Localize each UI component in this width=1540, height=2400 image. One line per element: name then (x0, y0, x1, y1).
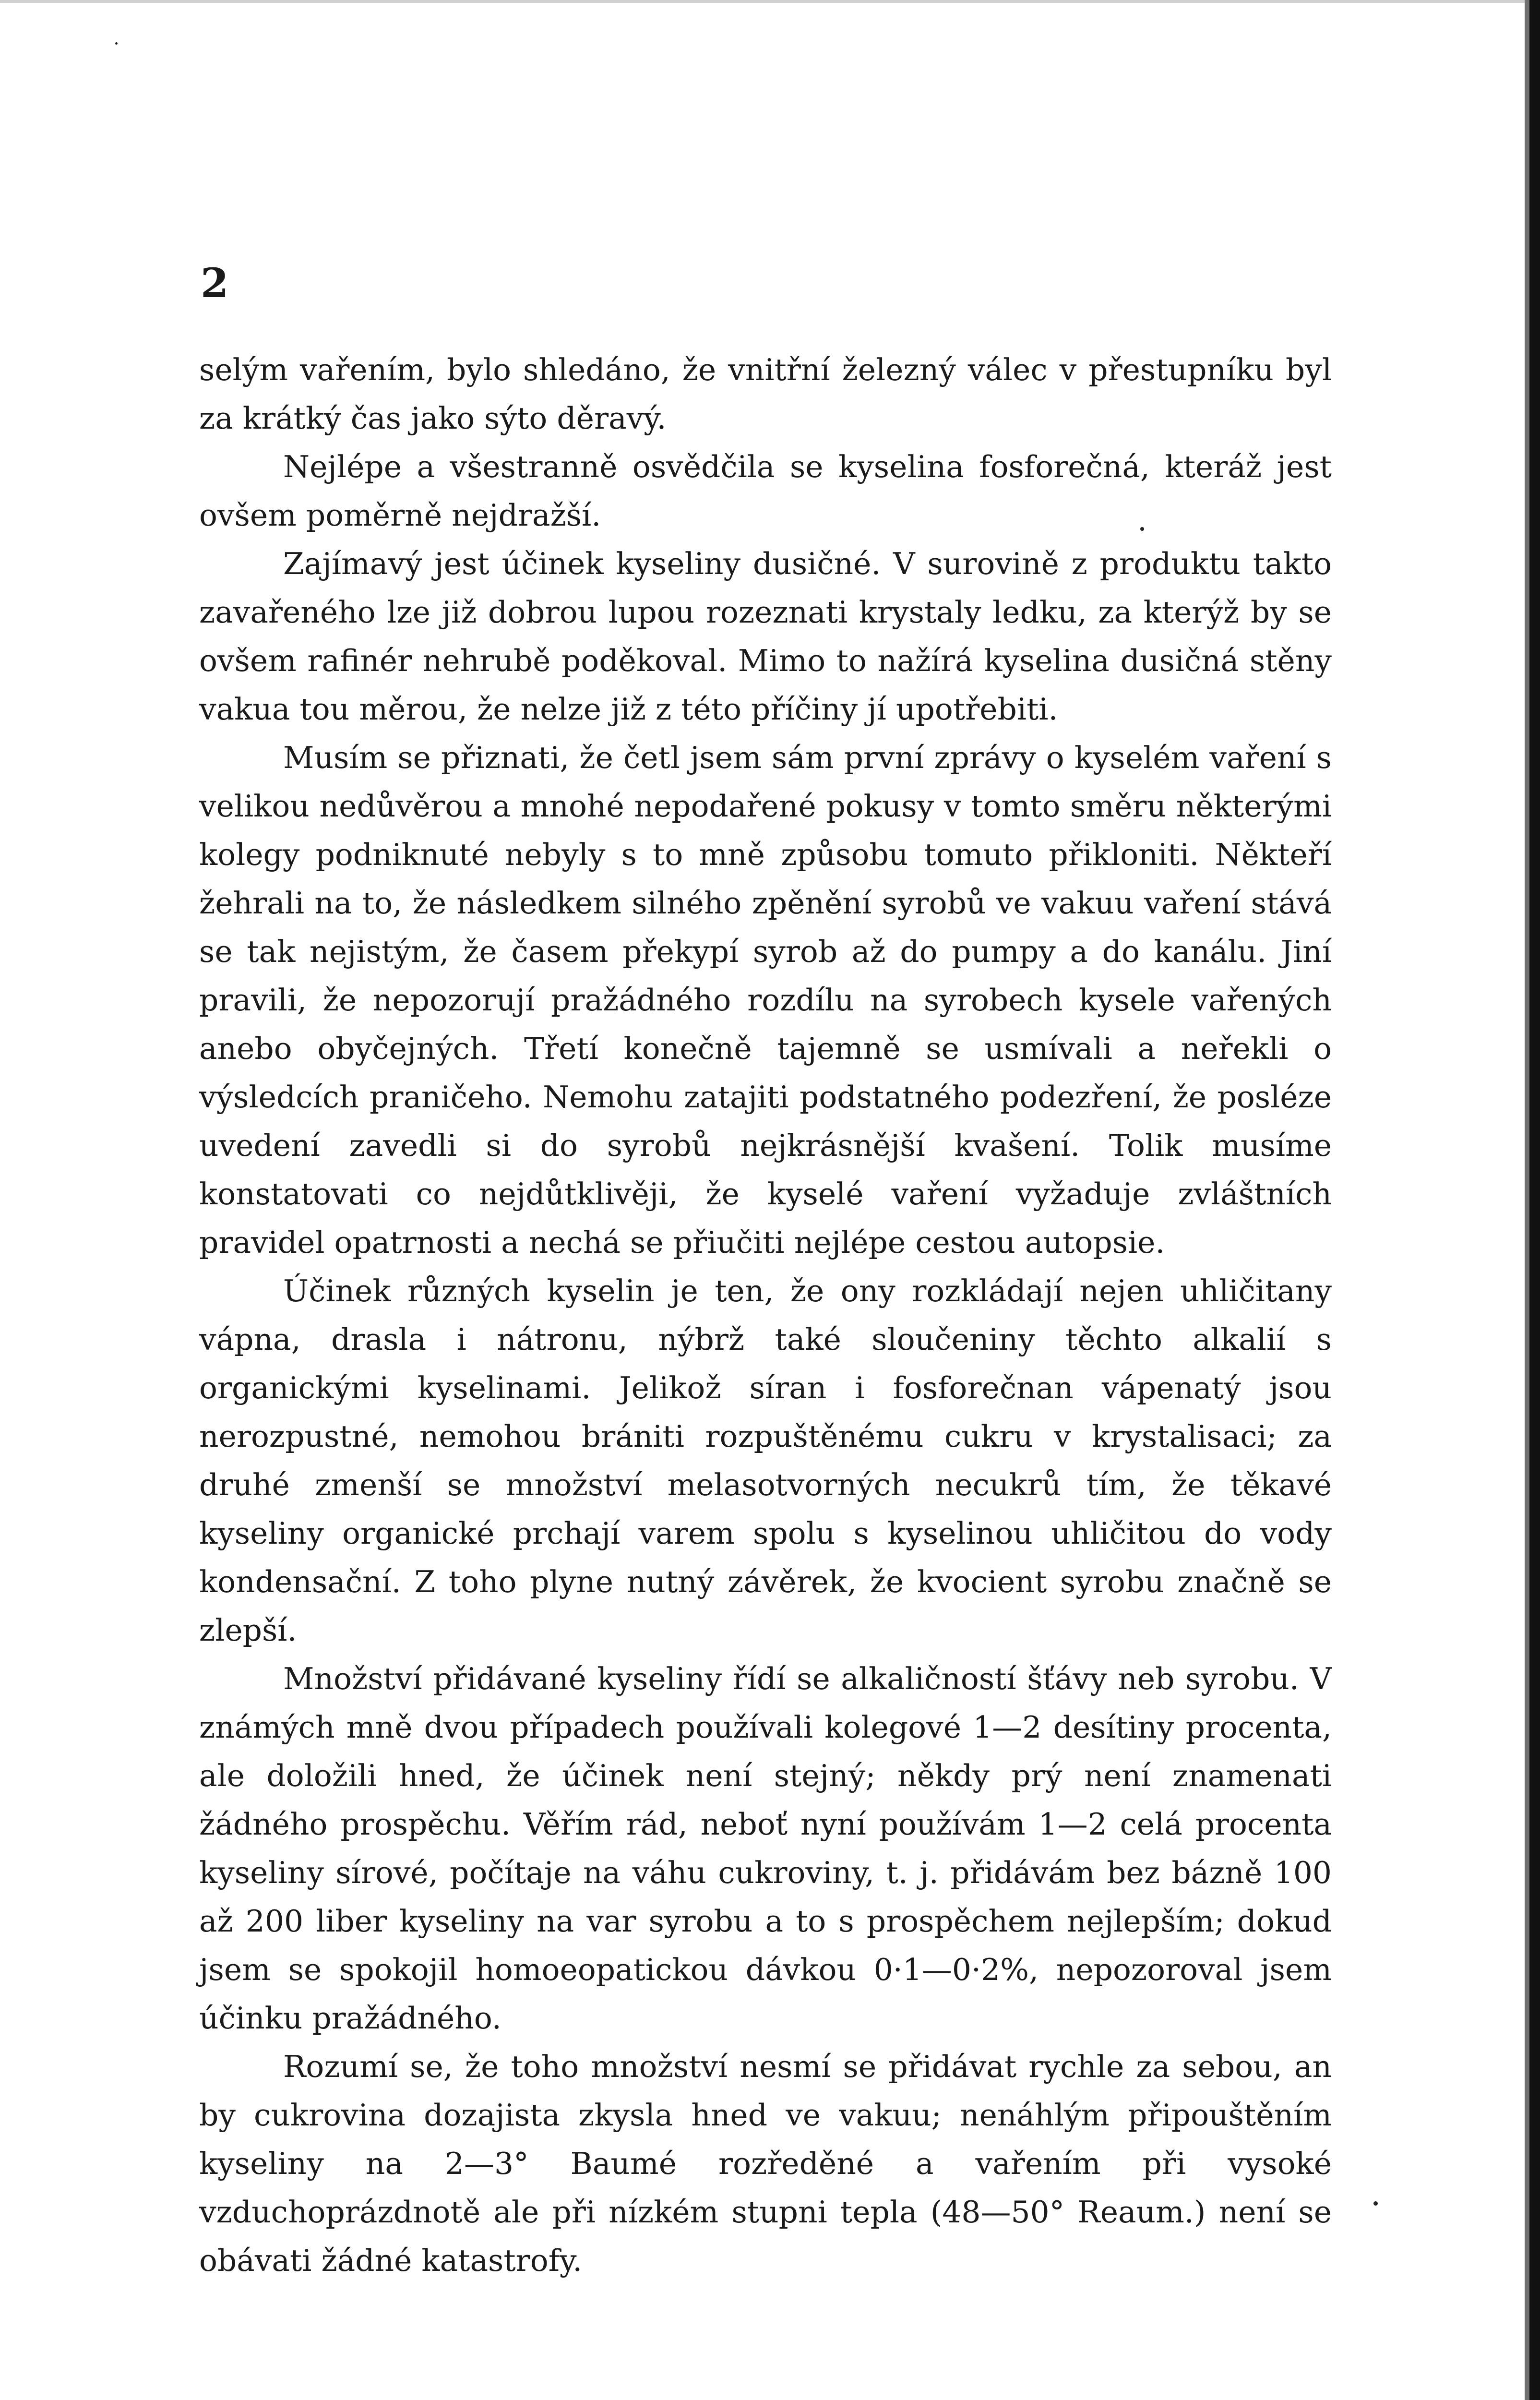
scan-speck (1373, 2201, 1378, 2206)
paragraph-phosphoric-acid: Nejlépe a všestranně osvědčila se kyselina fosforečná, kteráž jest ovšem poměrně nejdražší. (199, 449, 1332, 533)
scan-shadow-right (1525, 0, 1529, 2400)
body-text (199, 346, 1332, 2285)
scan-edge-top (0, 0, 1540, 3)
paragraph-acid-quantity: Množství přidávané kyseliny řídí se alkaličností šťávy neb syrobu. V známých mně dvou případech používali kolegové 1—2 desítiny procenta, ale doložili hned, že účinek není stejný; někdy prý není znamenati žádného prospěchu. Věřím rád, neboť nyní používám 1—2 celá procenta kyseliny sírové, počítaje na váhu cukroviny, t. j. přidávám bez bázně 100 až 200 liber kyseliny na var syrobu a to s prospěchem nejlepším; dokud jsem se spokojil homoeopatickou dávkou 0·1—0·2%, nepozoroval jsem účinku pražádného. (199, 1661, 1332, 2036)
paragraph-acid-addition: Rozumí se, že toho množství nesmí se přidávat rychle za sebou, an by cukrovina dozajista zkysla hned ve vakuu; nenáhlým připouštěním kyseliny na 2—3° Baumé rozředěné a vařením při vysoké vzduchoprázdnotě ale při nízkém stupni tepla (48—50° Reaum.) není se obávati žádné katastrofy. (199, 2049, 1332, 2278)
page-number: 2 (201, 259, 229, 307)
paragraph-acid-boiling-experience: Musím se přiznati, že četl jsem sám první zprávy o kyselém vaření s velikou nedůvěrou a mnohé nepodařené pokusy v tomto směru některými kolegy podniknuté nebyly s to mně způsobu tomuto přikloniti. Někteří žehrali na to, že následkem silného zpěnění syrobů ve vakuu vaření stává se tak nejistým, že časem překypí syrob až do pumpy a do kanálu. Jiní pravili, že nepozorují pražádného rozdílu na syrobech kysele vařených anebo obyčejných. Třetí konečně tajemně se usmívali a neřekli o výsledcích praničeho. Nemohu zatajiti podstatného podezření, že posléze uvedení zavedli si do syrobů nejkrásnější kvašení. Tolik musíme konstatovati co nejdůtklivěji, že kyselé vaření vyžaduje zvláštních pravidel opatrnosti a nechá se přiučiti nejlépe cestou autopsie. (199, 740, 1332, 1260)
paragraph-continuation: selým vařením, bylo shledáno, že vnitřní železný válec v přestupníku byl za krátký čas jako sýto děravý. (199, 352, 1332, 436)
scan-speck (115, 42, 118, 45)
paragraph-acid-effect: Účinek různých kyselin je ten, že ony rozkládají nejen uhličitany vápna, drasla i nátronu, nýbrž také sloučeniny těchto alkalií s organickými kyselinami. Jelikož síran i fosforečnan vápenatý jsou nerozpustné, nemohou brániti rozpuštěnému cukru v krystalisaci; za druhé zmenší se množství melasotvorných necukrů tím, že těkavé kyseliny organické prchají varem spolu s kyselinou uhličitou do vody kondensační. Z toho plyne nutný závěrek, že kvocient syrobu značně se zlepší. (199, 1273, 1332, 1648)
scan-speck (1140, 527, 1144, 531)
paragraph-nitric-acid: Zajímavý jest účinek kyseliny dusičné. V surovině z produktu takto zavařeného lze již dobrou lupou rozeznati krystaly ledku, za kterýž by se ovšem rafinér nehrubě poděkoval. Mimo to nažírá kyselina dusičná stěny vakua tou měrou, že nelze již z této příčiny jí upotřebiti. (199, 546, 1332, 727)
scan-edge-right (1529, 0, 1540, 2400)
